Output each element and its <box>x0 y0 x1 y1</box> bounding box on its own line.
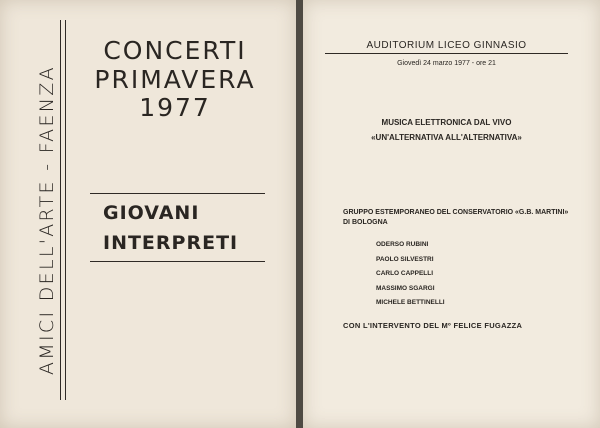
horizontal-rule <box>90 193 265 194</box>
series-title-line: INTERPRETI <box>103 232 239 254</box>
ensemble-city: DI BOLOGNA <box>343 219 388 226</box>
title-line: PRIMAVERA <box>94 65 256 94</box>
horizontal-rule <box>90 261 265 262</box>
member-name: ODERSO RUBINI <box>376 241 429 248</box>
organizer-vertical-text: AMICI DELL'ARTE - FAENZA <box>36 65 58 375</box>
program-subtitle: «UN'ALTERNATIVA ALL'ALTERNATIVA» <box>371 133 522 142</box>
member-name: MASSIMO SGARGI <box>376 285 435 292</box>
title-year: 1977 <box>139 93 211 122</box>
member-name: PAOLO SILVESTRI <box>376 256 434 263</box>
title-line: CONCERTI <box>103 36 247 65</box>
member-name: MICHELE BETTINELLI <box>376 299 445 306</box>
guest-performer: CON L'INTERVENTO DEL Mº FELICE FUGAZZA <box>343 321 523 330</box>
page-gutter <box>296 0 303 428</box>
event-date: Giovedì 24 marzo 1977 - ore 21 <box>397 60 496 67</box>
series-title-line: GIOVANI <box>103 202 200 224</box>
member-name: CARLO CAPPELLI <box>376 270 434 277</box>
program-title: MUSICA ELETTRONICA DAL VIVO <box>381 118 512 127</box>
vertical-rule <box>65 20 66 400</box>
ensemble-name: GRUPPO ESTEMPORANEO DEL CONSERVATORIO «G.B. MARTINI» <box>343 209 569 216</box>
horizontal-rule <box>325 53 568 54</box>
vertical-rule <box>60 20 61 400</box>
venue-heading: AUDITORIUM LICEO GINNASIO <box>366 40 527 51</box>
